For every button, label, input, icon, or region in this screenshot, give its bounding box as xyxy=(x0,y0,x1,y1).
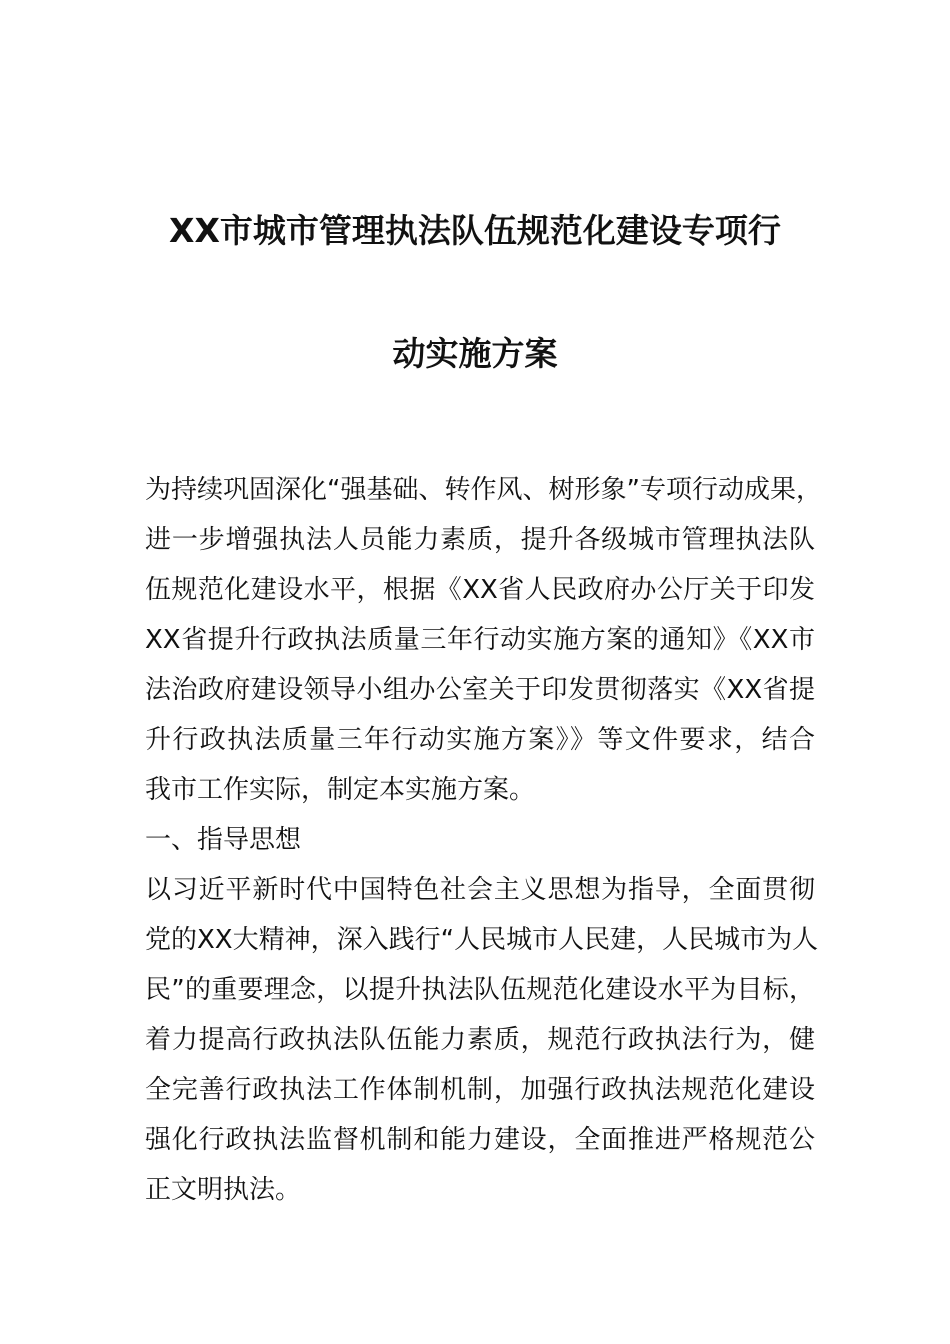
document-title-line-2: 动实施方案 xyxy=(392,334,558,373)
section-1-heading: 一、指导思想 xyxy=(145,825,302,855)
document-title-line-1: XX市城市管理执法队伍规范化建设专项行 xyxy=(169,211,781,250)
section-1-line: 强化行政执法监督机制和能力建设，全面推进严格规范公 xyxy=(145,1125,815,1155)
section-1-line: 着力提高行政执法队伍能力素质，规范行政执法行为，健 xyxy=(145,1025,815,1055)
paragraph-1-line: 我市工作实际，制定本实施方案。 xyxy=(145,775,536,805)
paragraph-1-line: 升行政执法质量三年行动实施方案》》等文件要求，结合 xyxy=(145,725,815,755)
section-1-line: 党的XX大精神，深入践行“人民城市人民建，人民城市为人 xyxy=(145,925,819,955)
paragraph-1-line: 为持续巩固深化“强基础、转作风、树形象”专项行动成果， xyxy=(145,475,822,505)
section-1-line: 民”的重要理念，以提升执法队伍规范化建设水平为目标， xyxy=(145,975,815,1005)
document-body xyxy=(145,465,822,1215)
section-1-line: 正文明执法。 xyxy=(145,1175,302,1205)
paragraph-1-line: 伍规范化建设水平，根据《XX省人民政府办公厅关于印发 xyxy=(145,575,815,605)
paragraph-1-line: 法治政府建设领导小组办公室关于印发贯彻落实《XX省提 xyxy=(145,675,815,705)
paragraph-1-line: 进一步增强执法人员能力素质，提升各级城市管理执法队 xyxy=(145,525,815,555)
section-1-line: 以习近平新时代中国特色社会主义思想为指导，全面贯彻 xyxy=(145,875,815,905)
section-1-line: 全完善行政执法工作体制机制，加强行政执法规范化建设 xyxy=(145,1075,815,1105)
paragraph-1-line: XX省提升行政执法质量三年行动实施方案的通知》《XX市 xyxy=(145,625,815,655)
